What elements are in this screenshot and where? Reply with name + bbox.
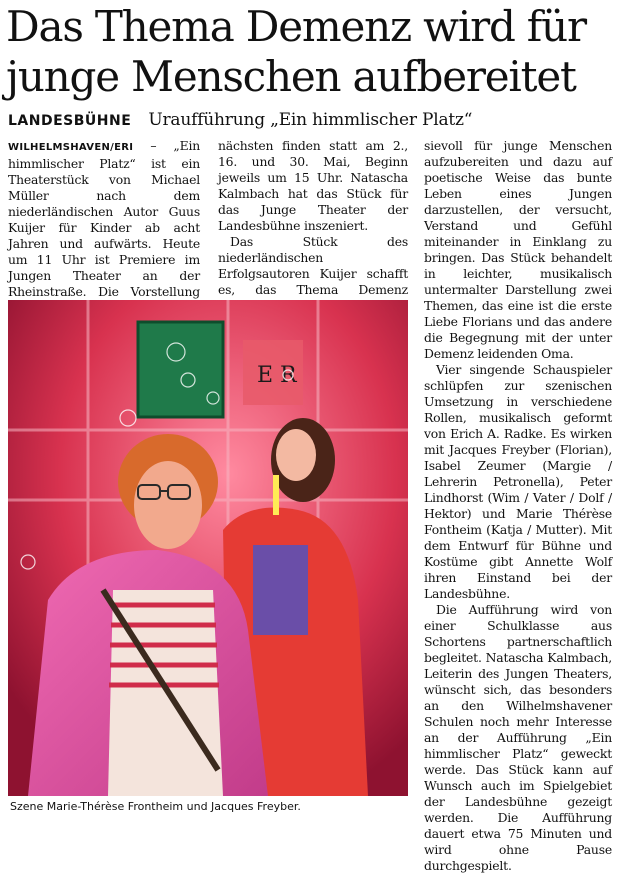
paragraph: Die Aufführung wird von einer Schulklasse aus Schortens partnerschaftlich begleitet. Natascha Kalmbach, Leiterin des Jungen Theaters, wünscht sich, das besonders an den Wilhelmshavener Schulen noch mehr Interesse an der Aufführung „Ein himmlischer Platz“ geweckt werde. Das Stück kann auf Wunsch auch im Spielgebiet der Landesbühne gezeigt werden. Die Aufführung dauert etwa 75 Minuten und wird ohne Pause durchgespielt.: [424, 602, 612, 873]
kicker: LANDESBÜHNE: [8, 113, 132, 129]
photo-scene: [8, 300, 408, 796]
subtitle: Uraufführung „Ein himmlischer Platz“: [148, 110, 473, 130]
photo-caption: Szene Marie-Thérèse Frontheim und Jacques Freyber.: [10, 800, 301, 813]
text-column-1: [8, 138, 200, 299]
man-face: [134, 461, 202, 549]
article-photo: [8, 300, 408, 796]
bubble-wand: [273, 475, 279, 515]
dateline: WILHELMSHAVEN/ERI: [8, 142, 134, 153]
text-column-2: [218, 138, 408, 297]
headline: [6, 2, 614, 102]
woman-shirt-print: [253, 545, 308, 635]
text-column-3: [424, 138, 612, 873]
paragraph: sievoll für junge Menschen aufzubereiten und dazu auf poetische Weise das bunte Leben eines Jungen darzustellen, der versucht, Verstand und Gefühl miteinander in Einklang zu bringen. Das Stück behandelt in leichter, musikalisch untermalter Darstellung zwei Themen, das eine ist die erste Liebe Florians und das andere die Begegnung mit der unter Demenz leidenden Oma.: [424, 138, 612, 361]
headline-line-2: junge Menschen aufbereitet: [6, 52, 576, 101]
paragraph-text: – „Ein himmlischer Platz“ ist ein Theaterstück von Michael Müller nach dem niederländischen Autor Guus Kuijer für Kinder ab acht Jahren und aufwärts. Heute um 11 Uhr ist Premiere im Jungen Theater an der Rheinstraße. Die Vorstellung: [8, 138, 200, 299]
paragraph: Das Stück des niederländischen Erfolgsautoren Kuijer schafft es, das Thema Demenz: [218, 234, 408, 297]
headline-line-1: Das Thema Demenz wird für: [6, 2, 586, 51]
paragraph: [8, 138, 200, 316]
paragraph: Vier singende Schauspieler schlüpfen zur szenischen Umsetzung in verschiedene Rollen, musikalisch geformt von Erich A. Radke. Es wirken mit Jacques Freyber (Florian), Isabel Zeumer (Margie / Lehrerin Petronella), Peter Lindhorst (Wim / Vater / Dolf / Hektor) und Marie Thérèse Fontheim (Katja / Mutter). Mit dem Entwurf für Bühne und Kostüme gibt Annette Wolf ihren Einstand bei der Landesbühne.: [424, 362, 612, 601]
subline: [8, 110, 614, 134]
woman-face: [276, 429, 316, 481]
paragraph: nächsten finden statt am 2., 16. und 30. Mai, Beginn jeweils um 15 Uhr. Natascha Kalmbach hat das Stück für das Junge Theater der Landesbühne inszeniert.: [218, 138, 408, 233]
box-label: E R: [257, 363, 297, 388]
